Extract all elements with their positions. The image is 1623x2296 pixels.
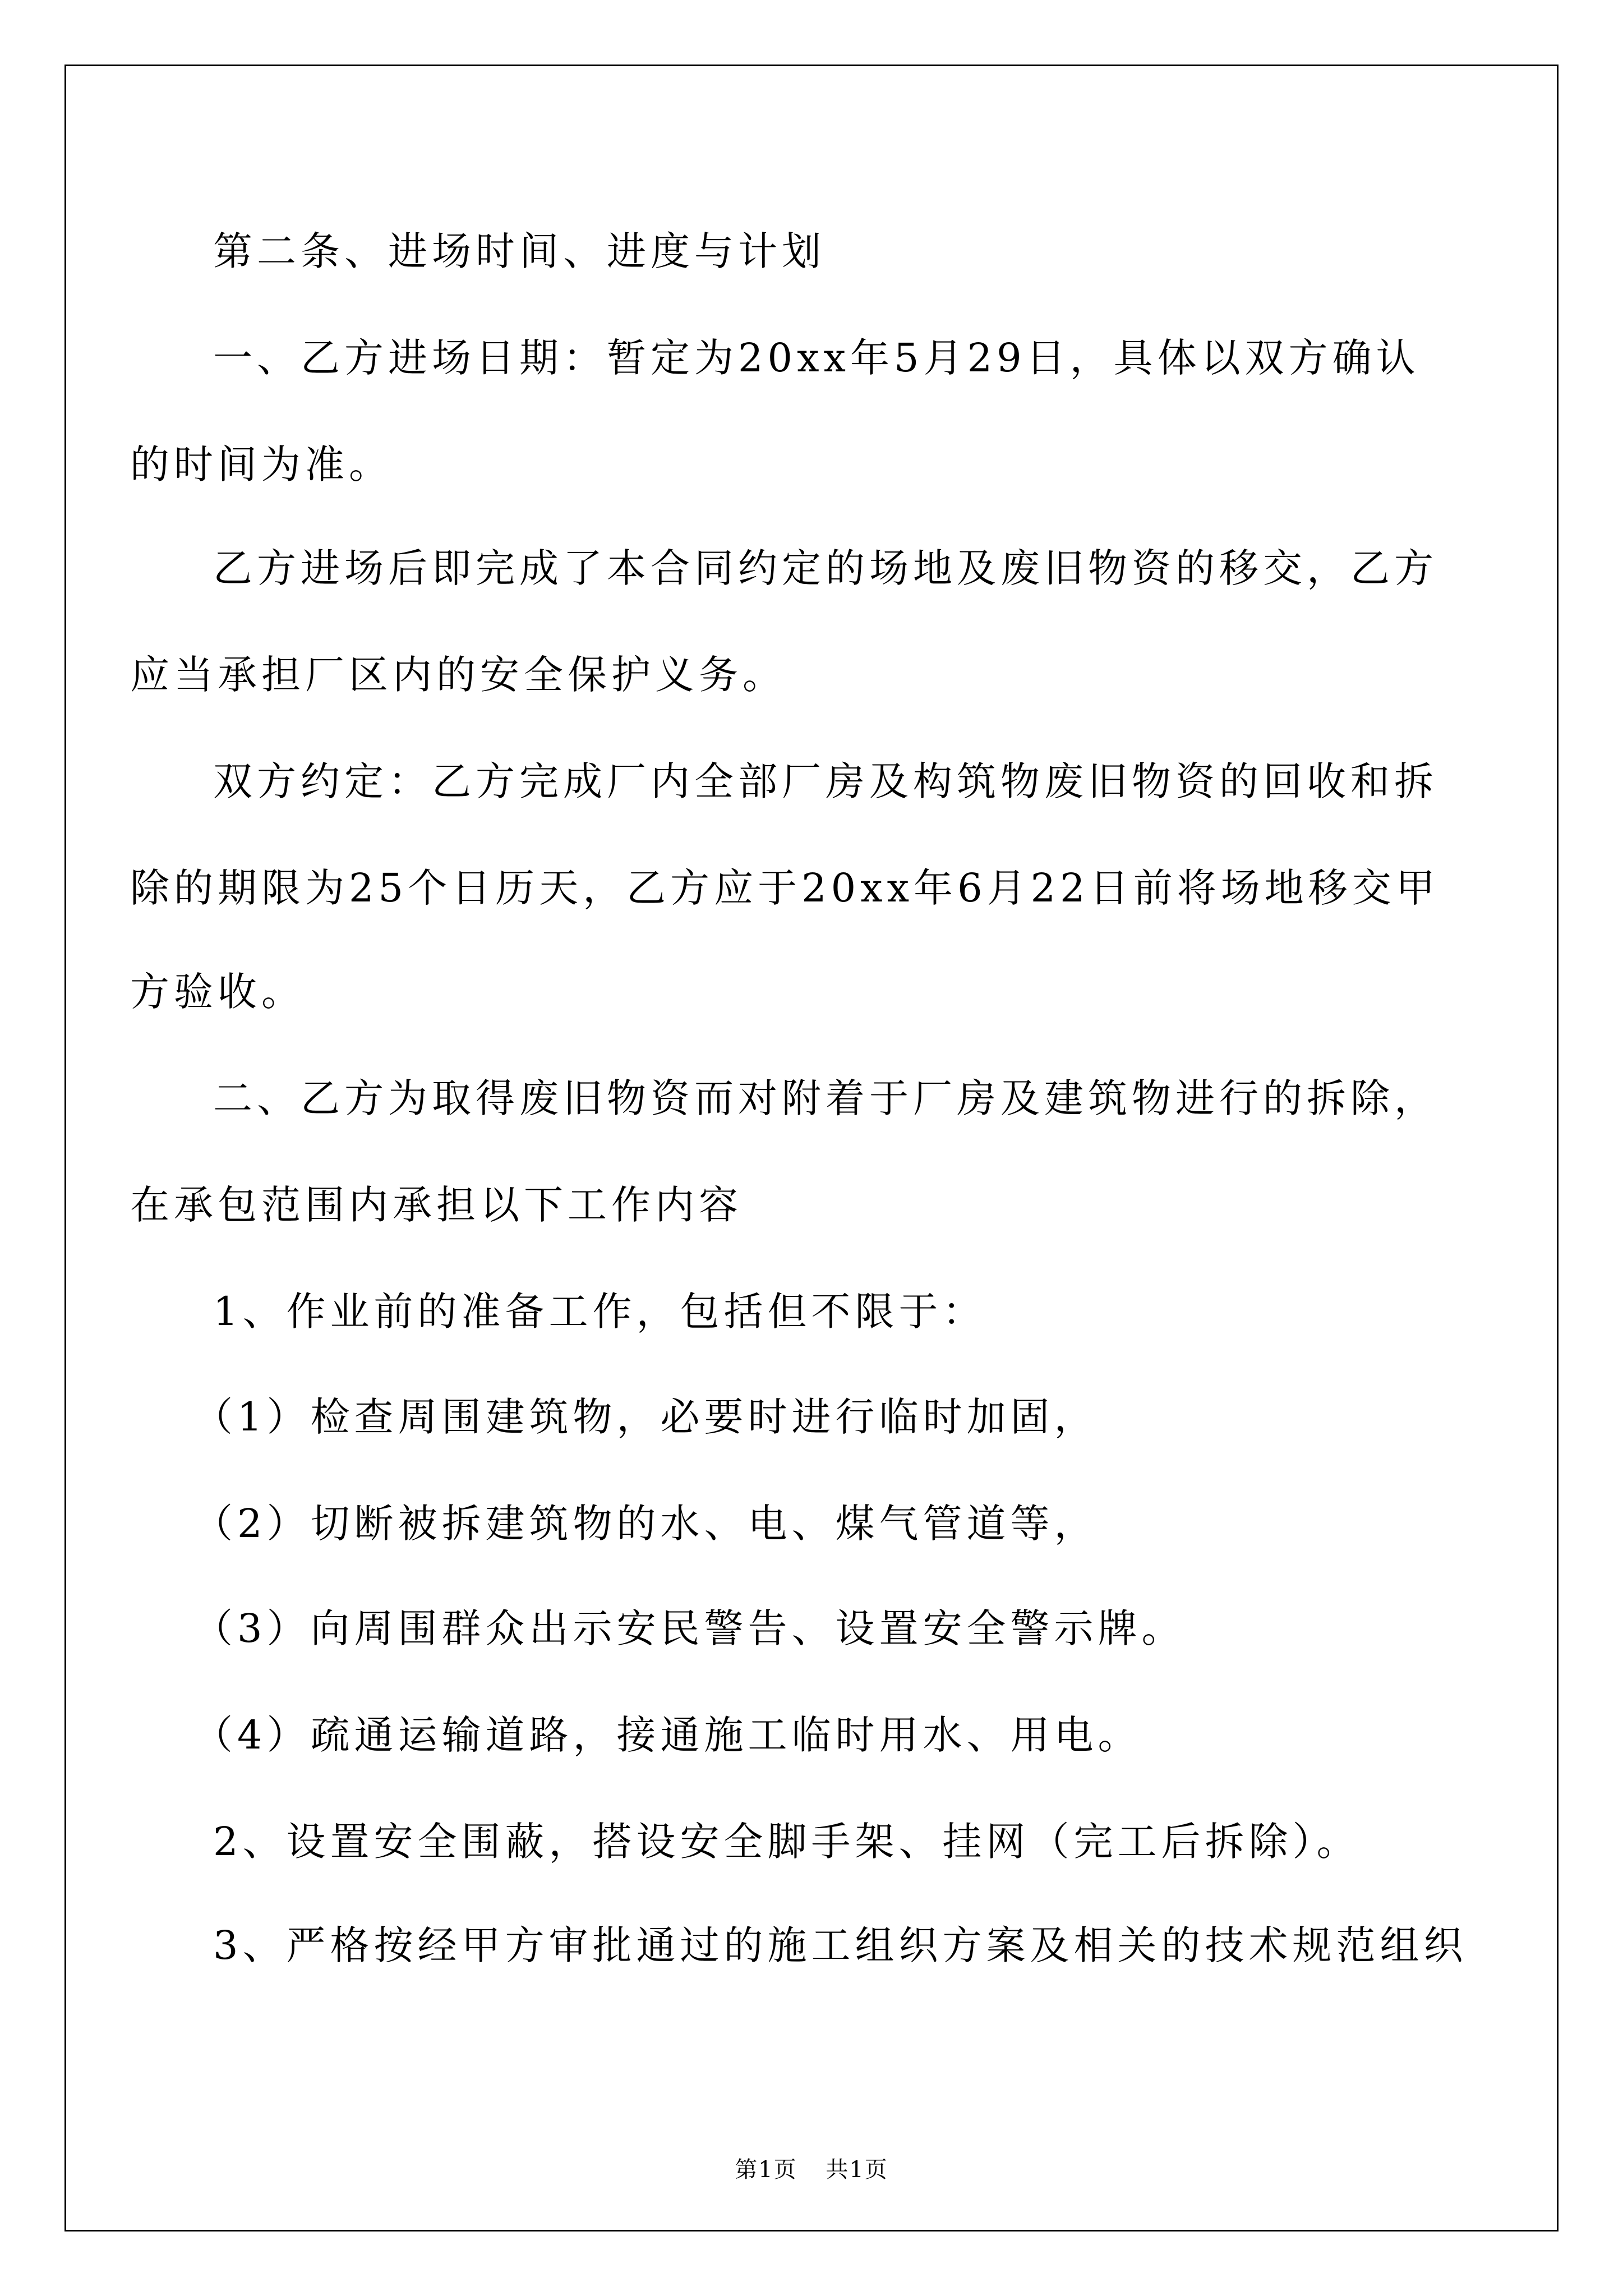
list-item: （4）疏通运输道路，接通施工临时用水、用电。 <box>193 1712 1142 1758</box>
list-item: （1）检查周围建筑物，必要时进行临时加固， <box>193 1394 1098 1440</box>
section-heading: 第二条、进场时间、进度与计划 <box>213 228 826 274</box>
paragraph-line: 二、乙方为取得废旧物资而对附着于厂房及建筑物进行的拆除， <box>213 1075 1438 1121</box>
paragraph-line: 一、乙方进场日期：暂定为20xx年5月29日，具体以双方确认 <box>213 335 1420 381</box>
list-item: 3、严格按经甲方审批通过的施工组织方案及相关的技术规范组织 <box>213 1922 1468 1968</box>
paragraph-line: 除的期限为25个日历天，乙方应于20xx年6月22日前将场地移交甲 <box>130 865 1440 911</box>
page-footer <box>0 2153 1623 2187</box>
paragraph-line: 在承包范围内承担以下工作内容 <box>130 1182 743 1228</box>
paragraph-line: 乙方进场后即完成了本合同约定的场地及废旧物资的移交，乙方 <box>213 545 1438 591</box>
list-item: 2、设置安全围蔽，搭设安全脚手架、挂网（完工后拆除）。 <box>213 1819 1361 1865</box>
list-item: 1、作业前的准备工作，包括但不限于： <box>213 1289 986 1335</box>
paragraph-line: 双方约定：乙方完成厂内全部厂房及构筑物废旧物资的回收和拆 <box>213 758 1438 804</box>
page-number: 第1页 <box>735 2157 797 2183</box>
paragraph-line: 应当承担厂区内的安全保护义务。 <box>130 652 786 698</box>
page-total: 共1页 <box>826 2157 888 2183</box>
list-item: （3）向周围群众出示安民警告、设置安全警示牌。 <box>193 1605 1186 1651</box>
paragraph-line: 方验收。 <box>130 969 305 1015</box>
paragraph-line: 的时间为准。 <box>130 441 393 487</box>
list-item: （2）切断被拆建筑物的水、电、煤气管道等， <box>193 1501 1098 1547</box>
